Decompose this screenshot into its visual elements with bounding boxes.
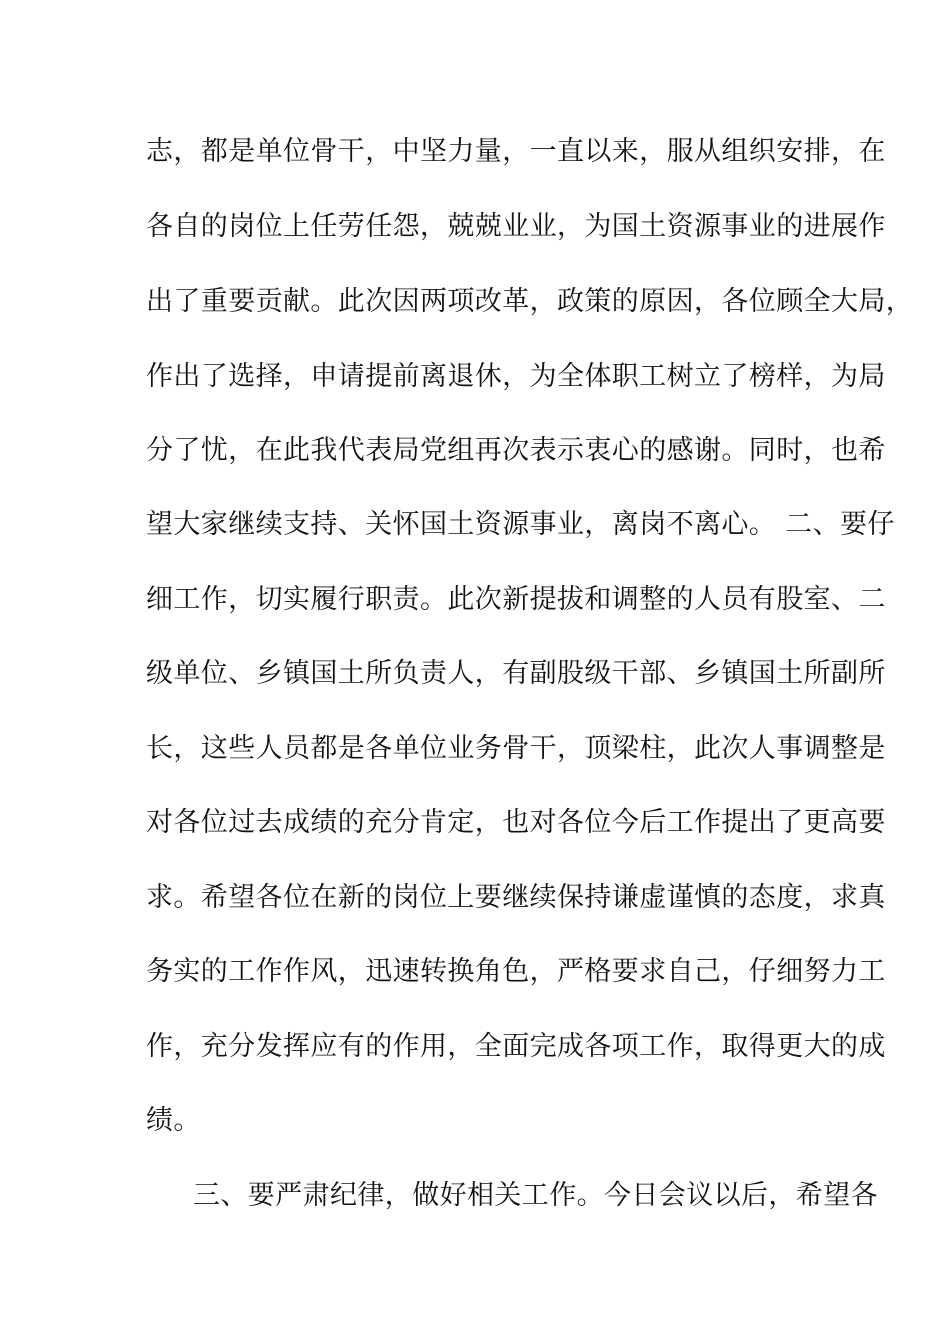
text-line: 各自的岗位上任劳任怨，兢兢业业，为国土资源事业的进展作 — [146, 211, 886, 242]
text-line: 分了忧，在此我代表局党组再次表示衷心的感谢。同时，也希 — [146, 435, 886, 466]
text-line: 级单位、乡镇国土所负责人，有副股级干部、乡镇国土所副所 — [146, 658, 886, 689]
text-line: 出了重要贡献。此次因两项改革，政策的原因，各位顾全大局， — [146, 286, 914, 317]
text-line: 细工作，切实履行职责。此次新提拔和调整的人员有股室、二 — [146, 584, 886, 615]
text-line: 望大家继续支持、关怀国土资源事业，离岗不离心。 二、要仔 — [146, 509, 895, 540]
text-line: 长，这些人员都是各单位业务骨干，顶梁柱，此次人事调整是 — [146, 733, 886, 764]
text-line: 绩。 — [146, 1105, 201, 1136]
text-line: 对各位过去成绩的充分肯定，也对各位今后工作提出了更高要 — [146, 807, 886, 838]
text-line: 作，充分发挥应有的作用，全面完成各项工作，取得更大的成 — [146, 1031, 886, 1062]
text-line: 作出了选择，申请提前离退休，为全体职工树立了榜样，为局 — [146, 361, 886, 392]
text-line: 志，都是单位骨干，中坚力量，一直以来，服从组织安排，在 — [146, 136, 886, 167]
paragraph-start-line: 三、要严肃纪律，做好相关工作。今日会议以后，希望各 — [193, 1180, 878, 1211]
text-line: 务实的工作作风，迅速转换角色，严格要求自己，仔细努力工 — [146, 956, 886, 987]
text-line: 求。希望各位在新的岗位上要继续保持谦虚谨慎的态度，求真 — [146, 882, 886, 913]
